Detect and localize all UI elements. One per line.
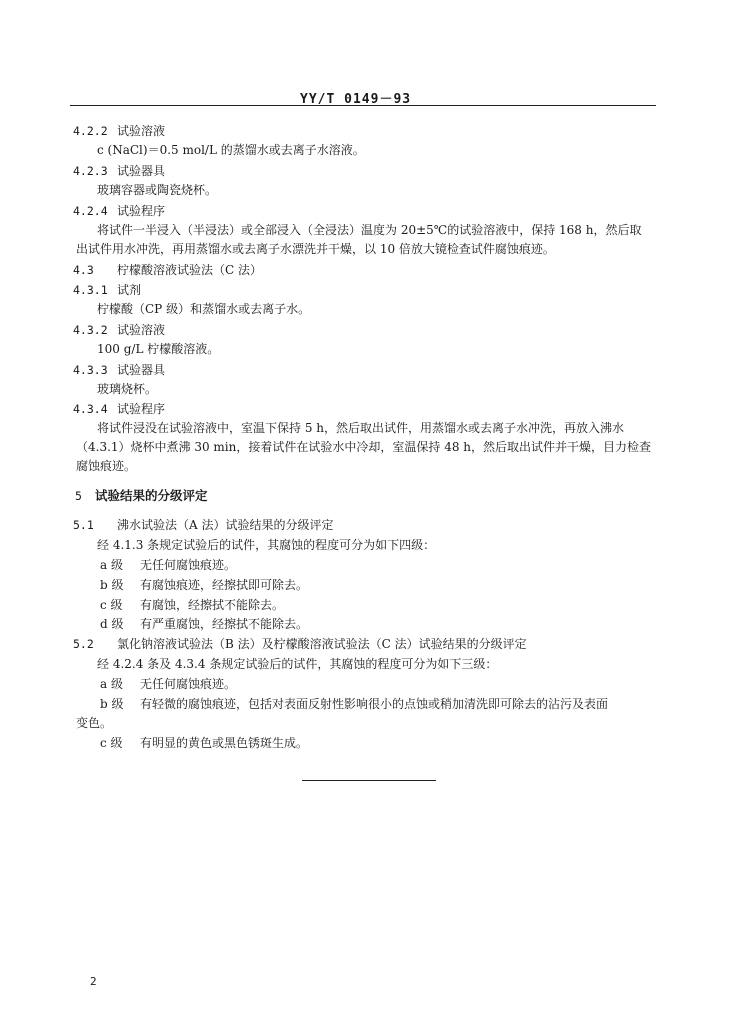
section-title: 试验溶液 — [117, 323, 166, 337]
page-number: 2 — [90, 975, 97, 988]
section-4-2-4-body-line-2: 出试件用水冲洗，再用蒸馏水或去离子水漂洗并干燥，以 10 倍放大镜检查试件腐蚀痕迹。 — [76, 242, 555, 256]
section-4-3-1-heading — [73, 282, 141, 298]
section-title: 柠檬酸溶液试验法（C 法） — [117, 263, 262, 277]
section-number: 4.2.4 — [73, 204, 108, 218]
section-4-3-1-body: 柠檬酸（CP 级）和蒸馏水或去离子水。 — [97, 302, 311, 316]
grade-item — [100, 735, 308, 751]
grade-text: 有腐蚀痕迹，经擦拭即可除去。 — [140, 578, 309, 592]
grade-label: a 级 — [100, 677, 123, 691]
chapter-title: 试验结果的分级评定 — [95, 488, 208, 503]
section-4-3-3-heading — [73, 362, 165, 378]
section-5-2-intro: 经 4.2.4 条及 4.3.4 条规定试验后的试件，其腐蚀的程度可分为如下三级： — [97, 657, 498, 671]
section-title: 沸水试验法（A 法）试验结果的分级评定 — [117, 518, 334, 532]
section-title: 试验程序 — [117, 204, 166, 218]
grade-label: c 级 — [100, 736, 123, 750]
grade-item — [100, 557, 236, 573]
grade-item — [100, 577, 308, 593]
section-number: 4.3.3 — [73, 363, 108, 377]
standard-code: YY/T 0149－93 — [300, 92, 412, 107]
section-number: 4.3.2 — [73, 323, 108, 337]
section-number: 4.3 — [73, 263, 94, 277]
section-number: 5.2 — [73, 637, 94, 651]
section-4-3-heading — [73, 262, 262, 278]
grade-item — [100, 597, 284, 613]
grade-text: 有腐蚀，经擦拭不能除去。 — [140, 598, 285, 612]
section-4-2-3-heading — [73, 163, 165, 179]
section-4-3-3-body: 玻璃烧杯。 — [97, 382, 158, 396]
section-4-3-2-heading — [73, 322, 165, 338]
grade-item — [100, 676, 236, 692]
section-title: 氯化钠溶液试验法（B 法）及柠檬酸溶液试验法（C 法）试验结果的分级评定 — [117, 637, 527, 651]
section-5-1-heading — [73, 517, 333, 533]
grade-label: b 级 — [100, 578, 124, 592]
chapter-5-heading — [75, 488, 208, 504]
section-4-2-2-heading — [73, 123, 165, 139]
grade-item — [100, 616, 308, 632]
grade-label: b 级 — [100, 697, 124, 711]
grade-label: d 级 — [100, 617, 124, 631]
section-4-3-2-body: 100 g/L 柠檬酸溶液。 — [97, 342, 220, 356]
grade-text: 有轻微的腐蚀痕迹，包括对表面反射性影响很小的点蚀或稍加清洗即可除去的沾污及表面 — [140, 697, 609, 711]
section-title: 试验程序 — [117, 402, 166, 416]
section-4-2-3-body: 玻璃容器或陶瓷烧杯。 — [97, 183, 218, 197]
section-number: 5.1 — [73, 518, 94, 532]
section-number: 4.3.4 — [73, 402, 108, 416]
section-title: 试验器具 — [117, 164, 166, 178]
grade-text: 有明显的黄色或黑色锈斑生成。 — [140, 736, 309, 750]
chapter-number: 5 — [75, 489, 82, 503]
section-title: 试剂 — [117, 283, 142, 297]
section-4-2-4-heading — [73, 203, 165, 219]
grade-text-continuation: 变色。 — [76, 716, 113, 730]
section-number: 4.2.3 — [73, 164, 108, 178]
section-5-1-intro: 经 4.1.3 条规定试验后的试件，其腐蚀的程度可分为如下四级： — [97, 538, 436, 552]
header-rule — [70, 105, 656, 106]
section-number: 4.3.1 — [73, 283, 108, 297]
section-4-3-4-body-line-2: （4.3.1）烧杯中煮沸 30 min，接着试件在试验水中冷却，室温保持 48 h，然后取出试件并干燥，目力检查 — [76, 440, 652, 454]
section-title: 试验溶液 — [117, 124, 166, 138]
section-4-3-4-body-line-1: 将试件浸没在试验溶液中，室温下保持 5 h，然后取出试件，用蒸馏水或去离子水冲洗，再放入沸水 — [97, 421, 624, 435]
section-4-3-4-body-line-3: 腐蚀痕迹。 — [76, 459, 137, 473]
section-5-2-heading — [73, 636, 527, 652]
grade-text: 有严重腐蚀，经擦拭不能除去。 — [140, 617, 309, 631]
grade-text: 无任何腐蚀痕迹。 — [140, 677, 237, 691]
section-4-2-4-body-line-1: 将试件一半浸入（半浸法）或全部浸入（全浸法）温度为 20±5℃的试验溶液中，保持 168 h，然后取 — [97, 223, 642, 237]
section-number: 4.2.2 — [73, 124, 108, 138]
grade-text: 无任何腐蚀痕迹。 — [140, 558, 237, 572]
end-rule — [302, 780, 436, 781]
grade-label: a 级 — [100, 558, 123, 572]
section-title: 试验器具 — [117, 363, 166, 377]
grade-item — [100, 696, 608, 712]
section-4-3-4-heading — [73, 401, 165, 417]
section-4-2-2-body: c (NaCl)＝0.5 mol/L 的蒸馏水或去离子水溶液。 — [97, 143, 365, 157]
grade-label: c 级 — [100, 598, 123, 612]
